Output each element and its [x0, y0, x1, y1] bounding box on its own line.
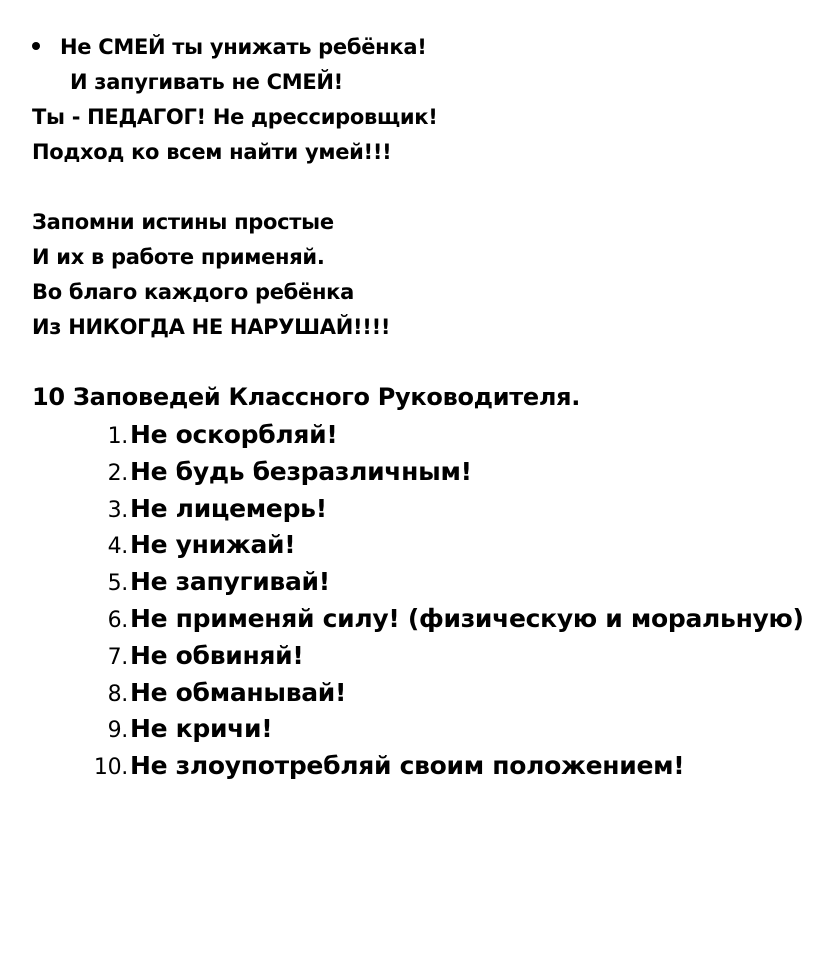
- commandment-number: 7.: [107, 644, 128, 670]
- commandment-number: 2.: [107, 460, 128, 486]
- stanza-gap: [32, 170, 438, 205]
- poem-line: Запомни истины простые: [32, 210, 334, 234]
- poem-line-text: Не СМЕЙ ты унижать ребёнка!: [60, 35, 427, 59]
- commandment-item: [86, 641, 804, 678]
- bullet-icon: [32, 42, 40, 50]
- commandment-number: 10.: [93, 755, 128, 781]
- commandment-text: Не обманывай!: [130, 677, 347, 707]
- commandment-text: Не лицемерь!: [130, 493, 327, 523]
- poem-line: Подход ко всем найти умей!!!: [32, 140, 392, 164]
- commandment-number: 8.: [107, 681, 128, 707]
- poem-line: И их в работе применяй.: [32, 245, 325, 269]
- commandment-item: [86, 678, 804, 715]
- commandment-text: Не запугивай!: [130, 567, 330, 597]
- poem-line: Из НИКОГДА НЕ НАРУШАЙ!!!!: [32, 315, 391, 339]
- commandment-text: Не будь безразличным!: [130, 456, 472, 486]
- commandment-item: [86, 494, 804, 531]
- poem-line: Ты - ПЕДАГОГ! Не дрессировщик!: [32, 105, 438, 129]
- poem-line: [32, 30, 438, 65]
- commandment-text: Не оскорбляй!: [130, 420, 338, 449]
- poem-line: И запугивать не СМЕЙ!: [70, 70, 343, 94]
- commandments-heading: 10 Заповедей Классного Руководителя.: [32, 383, 581, 411]
- commandment-item: [86, 457, 804, 494]
- commandment-number: 3.: [107, 497, 128, 523]
- commandment-number: 5.: [107, 571, 128, 597]
- commandment-number: 4.: [107, 534, 128, 560]
- commandment-text: Не унижай!: [130, 530, 296, 560]
- commandment-item: [86, 714, 804, 751]
- commandment-item: [86, 530, 804, 567]
- poem-line: Во благо каждого ребёнка: [32, 280, 355, 304]
- commandment-item: [86, 420, 804, 457]
- commandments-list: [86, 420, 804, 788]
- poem: [32, 30, 438, 345]
- commandment-item: [86, 751, 804, 788]
- commandment-text: Не кричи!: [130, 714, 273, 744]
- commandment-text: Не злоупотребляй своим положением!: [130, 751, 685, 781]
- commandment-item: [86, 567, 804, 604]
- commandment-number: 6.: [107, 607, 128, 633]
- commandment-number: 1.: [107, 424, 128, 449]
- commandment-number: 9.: [107, 718, 128, 744]
- commandment-text: Не обвиняй!: [130, 640, 304, 670]
- commandment-item: [86, 604, 804, 641]
- commandment-text: Не применяй силу! (физическую и моральную): [130, 603, 804, 633]
